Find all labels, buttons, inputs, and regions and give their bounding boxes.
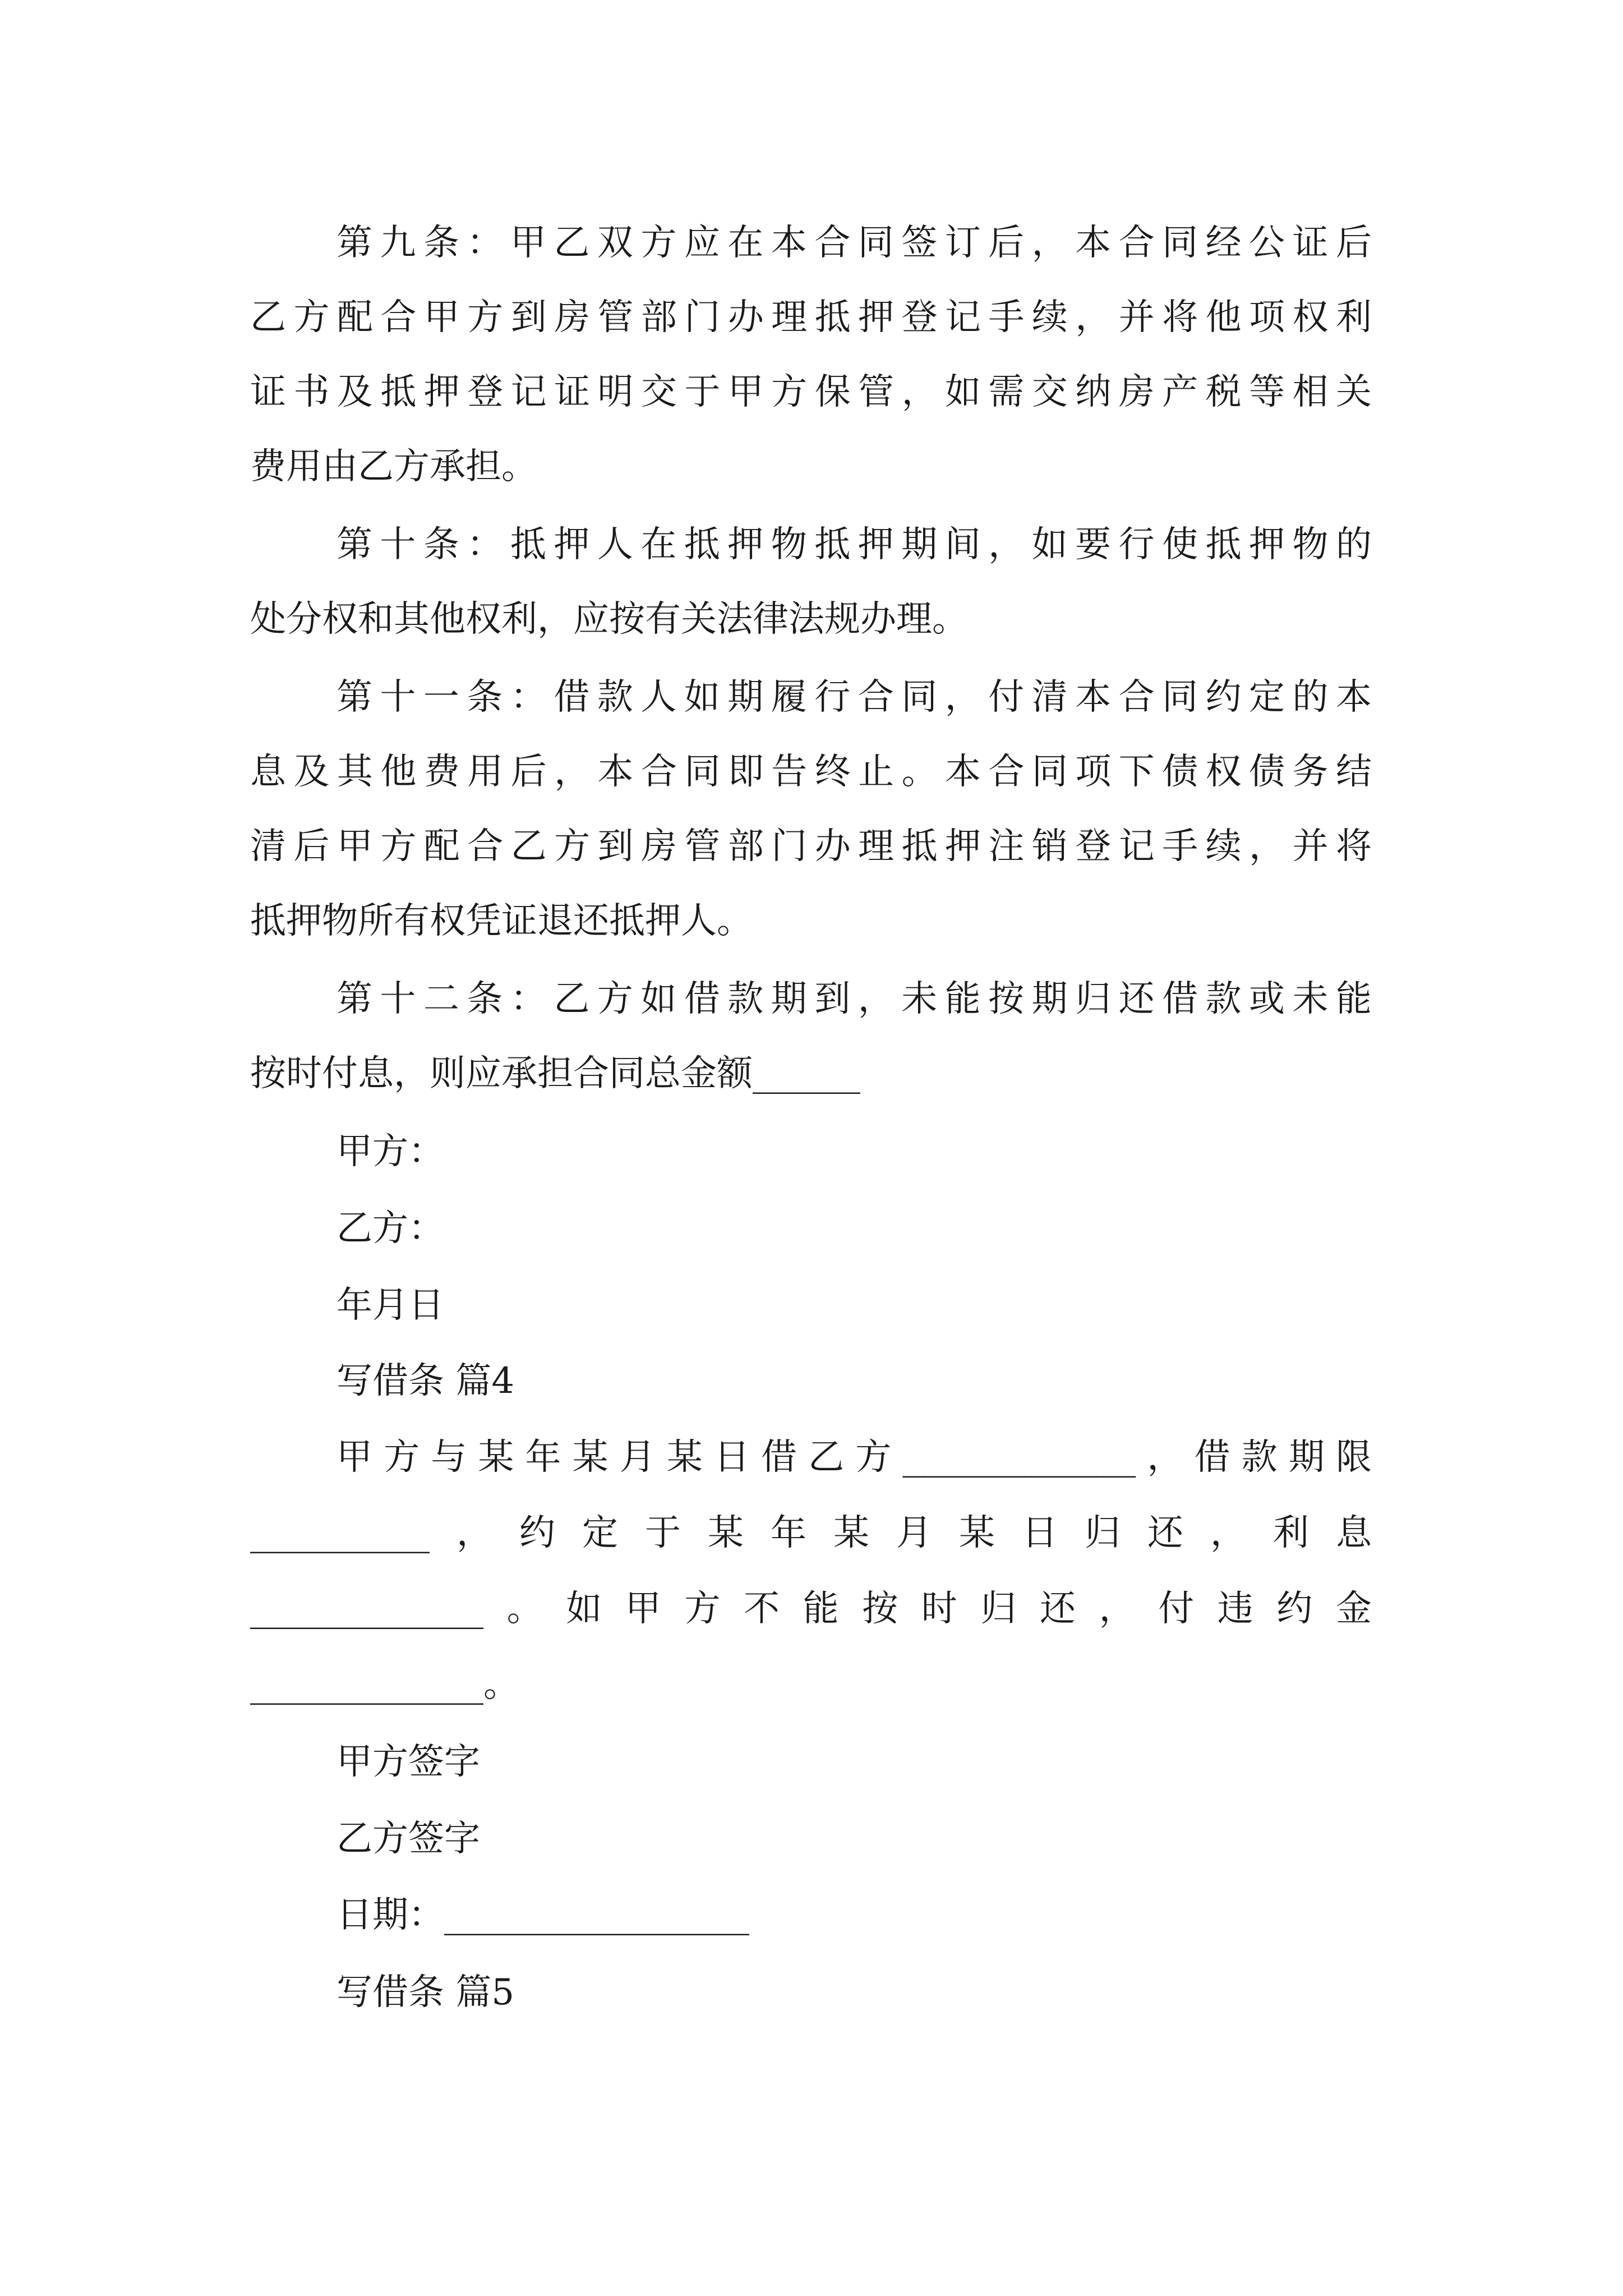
article11-line-3: 清后甲方配合乙方到房管部门办理抵押注销登记手续，并将 xyxy=(250,826,1372,867)
party-a-signature-label: 甲方签字 xyxy=(336,1741,480,1783)
iou-line-3: _____________。如甲方不能按时归还，付违约金 xyxy=(250,1588,1372,1630)
article12-line-1: 第十二条：乙方如借款期到，未能按期归还借款或未能 xyxy=(336,978,1372,1020)
party-a-label: 甲方： xyxy=(336,1131,444,1172)
article9-line-1: 第九条：甲乙双方应在本合同签订后，本合同经公证后 xyxy=(336,222,1372,264)
date-field: 日期：_________________ xyxy=(336,1894,749,1936)
article9-line-4: 费用由乙方承担。 xyxy=(250,446,537,487)
iou-line-4: _____________。 xyxy=(250,1664,519,1705)
article9-line-2: 乙方配合甲方到房管部门办理抵押登记手续，并将他项权利 xyxy=(250,297,1372,338)
iou-line-1: 甲方与某年某月某日借乙方_____________，借款期限 xyxy=(336,1437,1372,1478)
party-b-signature-label: 乙方签字 xyxy=(336,1818,480,1860)
article12-line-2: 按时付息，则应承担合同总金额______ xyxy=(250,1053,860,1094)
article10-line-2: 处分权和其他权利，应按有关法律法规办理。 xyxy=(250,599,968,640)
article11-line-2: 息及其他费用后，本合同即告终止。本合同项下债权债务结 xyxy=(250,751,1372,793)
iou-line-2: __________，约定于某年某月某日归还，利息 xyxy=(250,1512,1372,1554)
article9-line-3: 证书及抵押登记证明交于甲方保管，如需交纳房产税等相关 xyxy=(250,371,1372,413)
party-b-label: 乙方： xyxy=(336,1208,444,1249)
date-line: 年月日 xyxy=(336,1285,444,1326)
article10-line-1: 第十条：抵押人在抵押物抵押期间，如要行使抵押物的 xyxy=(336,524,1372,565)
article11-line-4: 抵押物所有权凭证退还抵押人。 xyxy=(250,900,753,942)
section-heading-5: 写借条 篇5 xyxy=(336,1972,515,2013)
section-heading-4: 写借条 篇4 xyxy=(336,1360,515,1402)
article11-line-1: 第十一条：借款人如期履行合同，付清本合同约定的本 xyxy=(336,677,1372,718)
